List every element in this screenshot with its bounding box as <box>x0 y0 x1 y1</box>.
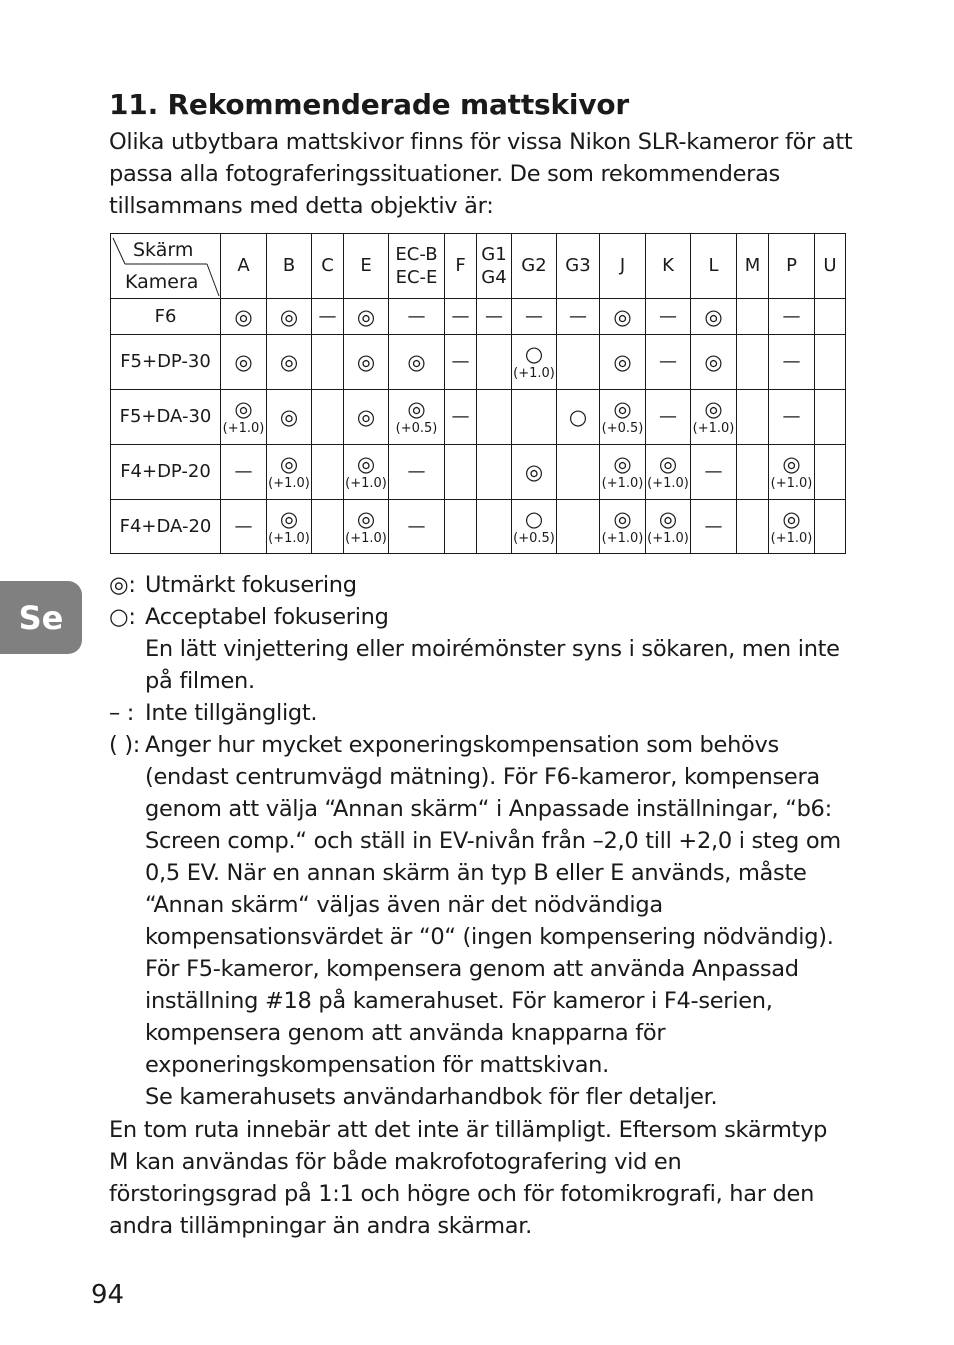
double-circle-icon: ◎ <box>234 304 253 329</box>
compensation-value: (+1.0) <box>601 476 644 491</box>
table-cell <box>557 299 600 335</box>
table-row <box>111 390 846 445</box>
table-cell <box>445 390 477 445</box>
table-cell <box>769 299 815 335</box>
column-header-label: K <box>662 255 674 276</box>
column-header-label: P <box>786 255 797 276</box>
table-cell <box>691 445 737 500</box>
table-cell <box>737 299 769 335</box>
compensation-value: (+1.0) <box>345 530 387 546</box>
table-cell <box>477 500 512 554</box>
table-cell <box>512 445 557 500</box>
table-cell <box>221 445 267 500</box>
table-cell <box>344 335 389 390</box>
compensation-value: (+1.0) <box>601 530 644 546</box>
compensation-value: (+1.0) <box>268 476 310 491</box>
table-cell <box>737 500 769 554</box>
table-cell <box>267 299 312 335</box>
double-circle-icon: ◎ <box>407 350 426 374</box>
closing-line: förstoringsgrad på 1:1 och högre och för fotomikrografi, har den <box>109 1181 815 1207</box>
column-header <box>445 234 477 299</box>
dash-icon: — <box>782 351 801 372</box>
column-header-label: C <box>321 255 334 276</box>
double-circle-icon: ◎ <box>407 397 426 421</box>
legend-compensation-line: exponeringskompensation för mattskivan. <box>145 1052 609 1078</box>
table-cell <box>221 500 267 554</box>
table-cell <box>600 390 646 445</box>
legend-compensation-line: Anger hur mycket exponeringskompensation som behövs <box>145 732 779 758</box>
compensation-value: (+1.0) <box>268 530 310 546</box>
table-cell <box>445 500 477 554</box>
dash-icon: — <box>659 305 677 327</box>
language-tab: Se <box>0 581 82 654</box>
table-cell <box>815 390 846 445</box>
compensation-value: (+1.0) <box>222 421 265 436</box>
dash-icon: — <box>704 461 723 482</box>
column-header <box>557 234 600 299</box>
table-cell <box>312 335 344 390</box>
column-header-label: G4 <box>481 267 507 288</box>
double-circle-icon: ◎ <box>704 397 723 421</box>
table-cell <box>445 335 477 390</box>
double-circle-icon: ◎ <box>279 350 299 374</box>
table-cell <box>646 445 691 500</box>
circle-icon: ○ <box>568 405 588 429</box>
screen-compatibility-table <box>110 233 846 554</box>
dash-icon: – : <box>109 700 135 726</box>
column-header <box>600 234 646 299</box>
table-cell <box>389 500 445 554</box>
table-cell <box>512 299 557 335</box>
table-row <box>111 500 846 554</box>
column-header <box>815 234 846 299</box>
dash-icon: — <box>407 305 426 327</box>
double-circle-icon: ◎ <box>658 506 678 531</box>
camera-label: F4+DA-20 <box>111 500 221 554</box>
column-header-label: E <box>360 255 372 276</box>
dash-icon: — <box>485 305 503 327</box>
dash-icon: — <box>318 305 337 327</box>
dash-icon: — <box>234 461 253 482</box>
table-row <box>111 299 846 335</box>
table-row <box>111 445 846 500</box>
camera-label: F5+DA-30 <box>111 390 221 445</box>
legend-compensation-line: För F5-kameror, kompensera genom att använda Anpassad <box>145 956 799 982</box>
double-circle-icon: ◎ <box>782 452 801 476</box>
table-cell <box>691 500 737 554</box>
circle-icon: ○ <box>524 506 544 531</box>
column-header-label: G3 <box>565 255 591 276</box>
column-header-label: G1 <box>481 244 507 265</box>
corner-header <box>111 234 221 299</box>
column-header <box>512 234 557 299</box>
column-header <box>344 234 389 299</box>
legend-compensation-line: kompensera genom att använda knapparna för <box>145 1020 666 1046</box>
column-header <box>737 234 769 299</box>
column-header <box>267 234 312 299</box>
column-header <box>769 234 815 299</box>
double-circle-icon: ◎ <box>356 304 376 329</box>
double-circle-icon: ◎ <box>234 350 253 374</box>
legend-na-text: Inte tillgängligt. <box>145 700 318 726</box>
table-cell <box>267 335 312 390</box>
intro-paragraph: Olika utbytbara mattskivor finns för vissa Nikon SLR-kameror för att passa alla fotograferingssituationer. De som rekommenderas tillsammans med detta objektiv är: <box>109 129 853 219</box>
table-cell <box>691 299 737 335</box>
dash-icon: — <box>525 305 543 327</box>
page-number: 94 <box>91 1280 125 1310</box>
corner-screen-label: Skärm <box>133 239 194 261</box>
dash-icon: — <box>234 515 253 537</box>
dash-icon: — <box>451 305 470 327</box>
table-cell <box>344 299 389 335</box>
column-header <box>691 234 737 299</box>
table-cell <box>312 299 344 335</box>
table-cell <box>445 299 477 335</box>
column-header-label: L <box>708 255 719 276</box>
column-header-label: F <box>455 255 466 276</box>
double-circle-icon: ◎ <box>279 452 299 476</box>
column-header <box>221 234 267 299</box>
compensation-value: (+1.0) <box>513 366 555 381</box>
compensation-value: (+0.5) <box>601 421 644 436</box>
legend-compensation-line: (endast centrumvägd mätning). För F6-kameror, kompensera <box>145 764 820 790</box>
compensation-value: (+1.0) <box>345 476 387 491</box>
compensation-value: (+1.0) <box>770 530 813 546</box>
table-cell <box>557 500 600 554</box>
table-cell <box>557 335 600 390</box>
double-circle-icon: ◎ <box>279 405 299 429</box>
dash-icon: — <box>451 406 470 427</box>
table-row <box>111 335 846 390</box>
circle-icon: ○ <box>524 342 544 366</box>
double-circle-icon: ◎ <box>782 506 801 531</box>
column-header <box>646 234 691 299</box>
page-title: 11. Rekommenderade mattskivor <box>109 88 630 121</box>
column-header-label: EC-E <box>395 267 438 288</box>
double-circle-icon: ◎ <box>356 405 376 429</box>
column-header <box>389 234 445 299</box>
legend-compensation-line: Se kamerahusets användarhandbok för fler detaljer. <box>145 1084 718 1110</box>
compensation-value: (+1.0) <box>647 476 689 491</box>
table-cell <box>312 500 344 554</box>
legend-acceptable-text: Acceptabel fokusering <box>145 604 389 630</box>
table-cell <box>815 299 846 335</box>
dash-icon: — <box>782 305 801 327</box>
table-cell <box>344 500 389 554</box>
table-cell <box>512 390 557 445</box>
double-circle-icon: ◎ <box>234 397 253 421</box>
table-cell <box>600 445 646 500</box>
double-circle-icon: ◎ <box>356 506 376 531</box>
table-cell <box>267 390 312 445</box>
table-cell <box>477 445 512 500</box>
table-cell <box>815 335 846 390</box>
dash-icon: — <box>704 515 723 537</box>
table-cell <box>221 299 267 335</box>
compensation-value: (+0.5) <box>513 530 555 546</box>
table-cell <box>557 390 600 445</box>
table-cell <box>646 390 691 445</box>
column-header-label: EC-B <box>395 244 438 265</box>
table-cell <box>221 335 267 390</box>
double-circle-icon: ◎ <box>279 506 299 531</box>
circle-icon: ○: <box>109 604 136 630</box>
table-cell <box>769 445 815 500</box>
table-cell <box>600 500 646 554</box>
double-circle-icon: ◎ <box>613 350 632 374</box>
camera-label: F6 <box>111 299 221 335</box>
double-circle-icon: ◎ <box>658 452 678 476</box>
table-cell <box>646 500 691 554</box>
table-cell <box>646 299 691 335</box>
table-cell <box>344 445 389 500</box>
table-cell <box>815 445 846 500</box>
double-circle-icon: ◎: <box>109 572 136 598</box>
legend-compensation-line: kompensationsvärdet är “0“ (ingen kompensering nödvändig). <box>145 924 834 950</box>
double-circle-icon: ◎ <box>613 506 632 531</box>
parentheses-icon: ( ): <box>109 732 141 758</box>
camera-label: F5+DP-30 <box>111 335 221 390</box>
table-cell <box>815 500 846 554</box>
dash-icon: — <box>659 406 677 427</box>
table-cell <box>312 390 344 445</box>
legend-compensation-line: Screen comp.“ och ställ in EV-nivån från –2,0 till +2,0 i steg om <box>145 828 841 854</box>
column-header-label: G2 <box>521 255 547 276</box>
table-cell <box>389 445 445 500</box>
column-header-label: B <box>282 255 296 276</box>
table-cell <box>691 390 737 445</box>
legend-excellent-text: Utmärkt fokusering <box>145 572 357 598</box>
table-cell <box>691 335 737 390</box>
legend-compensation-line: 0,5 EV. När en annan skärm än typ B eller E används, måste <box>145 860 807 886</box>
table-body <box>111 299 846 554</box>
table-cell <box>477 390 512 445</box>
double-circle-icon: ◎ <box>613 452 632 476</box>
double-circle-icon: ◎ <box>613 397 632 421</box>
double-circle-icon: ◎ <box>704 304 723 329</box>
table-cell <box>477 299 512 335</box>
table-cell <box>477 335 512 390</box>
camera-label: F4+DP-20 <box>111 445 221 500</box>
table-cell <box>267 445 312 500</box>
table-cell <box>389 335 445 390</box>
table-cell <box>600 335 646 390</box>
corner-camera-label: Kamera <box>125 271 199 293</box>
double-circle-icon: ◎ <box>356 452 376 476</box>
dash-icon: — <box>451 351 470 372</box>
dash-icon: — <box>569 305 587 327</box>
column-header-label: M <box>744 255 761 276</box>
table-cell <box>221 390 267 445</box>
table-cell <box>769 500 815 554</box>
compensation-value: (+0.5) <box>395 421 438 436</box>
compensation-value: (+1.0) <box>647 530 689 546</box>
table-cell <box>737 390 769 445</box>
dash-icon: — <box>782 406 801 427</box>
table-cell <box>646 335 691 390</box>
legend-compensation-line: “Annan skärm“ väljas även när det nödvändiga <box>145 892 663 918</box>
legend-acceptable-note-1: En lätt vinjettering eller moirémönster syns i sökaren, men inte <box>145 636 840 662</box>
legend-compensation-line: genom att välja “Annan skärm“ i Anpassade inställningar, “b6: <box>145 796 832 822</box>
column-header <box>477 234 512 299</box>
table-cell <box>389 390 445 445</box>
column-header-label: J <box>619 255 626 276</box>
compensation-value: (+1.0) <box>770 476 813 491</box>
double-circle-icon: ◎ <box>613 304 632 329</box>
legend-compensation-text <box>145 729 845 1113</box>
table-cell <box>557 445 600 500</box>
closing-line: En tom ruta innebär att det inte är tillämpligt. Eftersom skärmtyp <box>109 1117 828 1143</box>
table-cell <box>737 445 769 500</box>
legend-acceptable-note-2: på filmen. <box>145 668 255 694</box>
compensation-value: (+1.0) <box>692 421 735 436</box>
closing-line: M kan användas för både makrofotografering vid en <box>109 1149 682 1175</box>
dash-icon: — <box>407 515 426 537</box>
table-cell <box>344 390 389 445</box>
column-header-label: A <box>237 255 250 276</box>
dash-icon: — <box>659 351 677 372</box>
double-circle-icon: ◎ <box>356 350 376 374</box>
table-cell <box>389 299 445 335</box>
closing-line: andra tillämpningar än andra skärmar. <box>109 1213 532 1239</box>
table-cell <box>512 335 557 390</box>
legend-compensation-line: inställning #18 på kamerahuset. För kameror i F4-serien, <box>145 988 773 1014</box>
dash-icon: — <box>407 461 426 482</box>
double-circle-icon: ◎ <box>279 304 299 329</box>
double-circle-icon: ◎ <box>524 460 544 484</box>
table-cell <box>267 500 312 554</box>
table-cell <box>445 445 477 500</box>
closing-paragraph <box>109 1114 854 1242</box>
table-cell <box>769 390 815 445</box>
table-cell <box>769 335 815 390</box>
table-cell <box>737 335 769 390</box>
table-cell <box>312 445 344 500</box>
column-header <box>312 234 344 299</box>
table-header-row <box>111 234 846 299</box>
double-circle-icon: ◎ <box>704 350 723 374</box>
column-header-label: U <box>823 255 837 276</box>
table-cell <box>512 500 557 554</box>
table-cell <box>600 299 646 335</box>
